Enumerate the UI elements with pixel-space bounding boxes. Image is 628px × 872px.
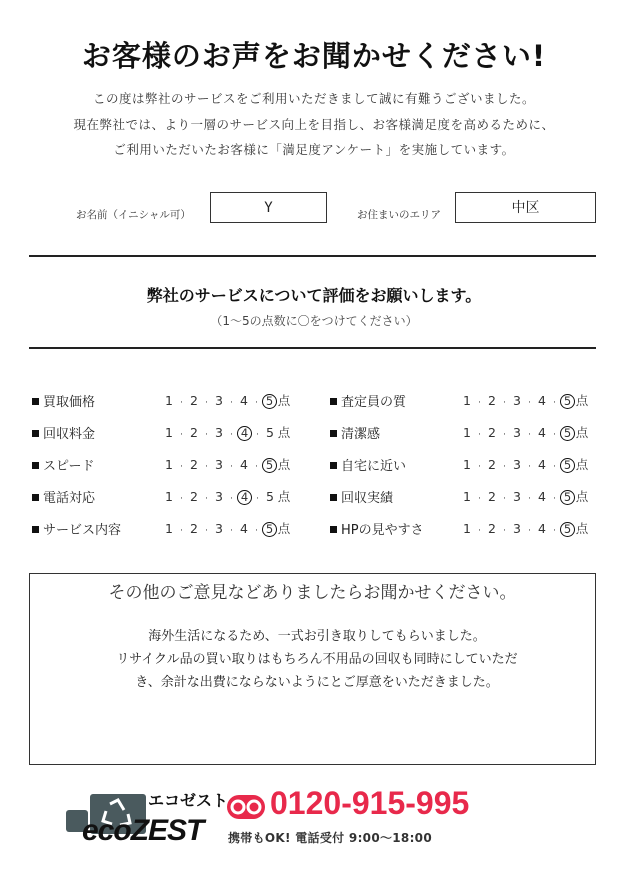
rating-separator: · [230,526,233,536]
rating-option-selected[interactable]: 5 [560,394,575,409]
rating-option[interactable]: 3 [215,457,223,472]
rating-option[interactable]: 3 [513,425,521,440]
rating-option[interactable]: 4 [240,393,248,408]
rating-option[interactable]: 5 [266,489,274,504]
rating-option[interactable]: 1 [463,521,471,536]
rating-separator: · [205,398,208,408]
rating-separator: · [180,526,183,536]
rating-option[interactable]: 3 [513,489,521,504]
intro-line-3: ご利用いただいたお客様に「満足度アンケート」を実施しています。 [113,142,515,157]
rating-separator: · [205,430,208,440]
rating-unit: 点 [277,425,291,440]
rating-option[interactable]: 2 [488,425,496,440]
rating-option[interactable]: 3 [215,425,223,440]
rating-option[interactable]: 2 [190,457,198,472]
rating-separator: · [230,494,233,504]
rating-option-selected[interactable]: 5 [560,426,575,441]
free-dial-icon [227,795,265,819]
rating-option[interactable]: 4 [538,457,546,472]
rating-label-right-2 [330,455,406,474]
bullet-square-icon [32,494,39,501]
rating-separator: · [528,398,531,408]
rating-unit: 点 [277,489,291,504]
rating-scale [163,487,292,505]
rating-item-label: 電話対応 [43,491,96,506]
rating-separator: · [503,526,506,536]
rating-unit: 点 [277,521,291,536]
bullet-square-icon [330,398,337,405]
divider-bottom [29,347,596,349]
rating-item-label: 回収実績 [341,491,394,506]
rating-subheading: （1〜5の点数に〇をつけてください） [210,314,418,328]
rating-label-right-4 [330,519,424,538]
intro-line-1: この度は弊社のサービスをご利用いただきまして誠に有難うございました。 [92,91,535,106]
rating-option-selected[interactable]: 5 [560,490,575,505]
rating-unit: 点 [575,393,589,408]
comment-line: リサイクル品の買い取りはもちろん不用品の回収も同時にしていただ [116,652,518,667]
rating-option[interactable]: 3 [513,521,521,536]
comment-line: き、余計な出費にならないようにとご厚意をいただきました。 [135,675,499,690]
rating-scale [461,423,590,441]
rating-option[interactable]: 1 [165,393,173,408]
rating-scale [461,487,590,505]
rating-heading: 弊社のサービスについて評価をお願いします。 [146,286,482,305]
rating-separator: · [478,494,481,504]
rating-separator: · [553,462,556,472]
rating-scale [461,519,590,537]
rating-option[interactable]: 4 [240,457,248,472]
rating-unit: 点 [575,521,589,536]
brand-kana: エコゼスト [148,791,229,810]
rating-option[interactable]: 2 [488,521,496,536]
intro-line-2: 現在弊社では、より一層のサービス向上を目指し、お客様満足度を高めるために、 [73,117,555,132]
rating-scale [461,455,590,473]
rating-option[interactable]: 3 [215,489,223,504]
rating-option[interactable]: 4 [538,393,546,408]
rating-unit: 点 [575,425,589,440]
rating-label-left-4 [32,519,121,538]
rating-separator: · [230,398,233,408]
rating-separator: · [205,494,208,504]
rating-separator: · [528,526,531,536]
rating-scale [163,391,292,409]
rating-option[interactable]: 2 [488,457,496,472]
rating-separator: · [255,398,258,408]
rating-separator: · [256,494,259,504]
rating-separator: · [255,526,258,536]
rating-item-label: 自宅に近い [341,459,407,474]
rating-option-selected[interactable]: 5 [262,522,277,537]
rating-option[interactable]: 2 [488,489,496,504]
rating-item-label: スピード [43,459,95,474]
rating-option-selected[interactable]: 5 [262,394,277,409]
comment-heading: その他のご意見などありましたらお聞かせください。 [108,583,517,603]
rating-separator: · [528,462,531,472]
rating-label-right-1 [330,423,380,442]
rating-unit: 点 [277,393,291,408]
rating-option[interactable]: 4 [538,521,546,536]
rating-option-selected[interactable]: 5 [262,458,277,473]
rating-option[interactable]: 1 [165,457,173,472]
comment-line: 海外生活になるため、一式お引き取りしてもらいました。 [148,629,486,644]
rating-separator: · [256,430,259,440]
rating-item-label: 買取価格 [43,395,96,410]
rating-scale [163,519,292,537]
rating-option-selected[interactable]: 5 [560,522,575,537]
rating-scale [461,391,590,409]
rating-separator: · [478,526,481,536]
rating-separator: · [503,398,506,408]
bullet-square-icon [330,462,337,469]
rating-label-left-2 [32,455,94,474]
rating-item-label: 清潔感 [341,427,381,442]
area-label: お住まいのエリア [357,209,441,221]
rating-separator: · [180,494,183,504]
rating-separator: · [503,494,506,504]
rating-option-selected[interactable]: 4 [237,426,252,441]
name-field[interactable]: Y [210,192,327,223]
rating-option[interactable]: 4 [538,425,546,440]
rating-separator: · [230,430,233,440]
rating-unit: 点 [575,489,589,504]
rating-unit: 点 [277,457,291,472]
bullet-square-icon [330,430,337,437]
rating-unit: 点 [575,457,589,472]
rating-separator: · [230,462,233,472]
rating-separator: · [478,430,481,440]
rating-option[interactable]: 3 [215,393,223,408]
rating-scale [163,455,292,473]
rating-option[interactable]: 1 [165,425,173,440]
rating-option[interactable]: 1 [463,489,471,504]
rating-item-label: 査定員の質 [341,395,407,410]
rating-separator: · [180,430,183,440]
brand-logo-text: ecoZEST [82,814,204,847]
rating-separator: · [553,430,556,440]
rating-separator: · [205,526,208,536]
comment-text [62,625,572,694]
bullet-square-icon [32,430,39,437]
phone-hours: 携帯もOK! 電話受付 9:00〜18:00 [228,831,432,845]
rating-option[interactable]: 1 [165,489,173,504]
bullet-square-icon [32,462,39,469]
rating-separator: · [205,462,208,472]
rating-separator: · [180,462,183,472]
bullet-square-icon [330,494,337,501]
rating-separator: · [553,398,556,408]
rating-separator: · [503,430,506,440]
rating-option[interactable]: 1 [463,425,471,440]
rating-option[interactable]: 2 [190,489,198,504]
rating-separator: · [478,398,481,408]
rating-item-label: HPの見やすさ [341,523,424,538]
rating-label-left-1 [32,423,95,442]
phone-number[interactable]: 0120-915-995 [270,785,470,821]
rating-option[interactable]: 2 [488,393,496,408]
rating-option[interactable]: 1 [165,521,173,536]
rating-label-right-3 [330,487,393,506]
rating-option[interactable]: 4 [538,489,546,504]
name-label: お名前（イニシャル可） [76,209,191,221]
rating-option[interactable]: 1 [463,457,471,472]
rating-label-left-0 [32,391,95,410]
rating-option[interactable]: 3 [215,521,223,536]
rating-item-label: 回収料金 [43,427,96,442]
rating-separator: · [528,494,531,504]
rating-option[interactable]: 3 [513,457,521,472]
rating-label-left-3 [32,487,95,506]
rating-item-label: サービス内容 [43,523,122,538]
bullet-square-icon [32,398,39,405]
rating-separator: · [255,462,258,472]
page-title: お客様のお声をお聞かせください! [81,39,547,73]
rating-option-selected[interactable]: 5 [560,458,575,473]
rating-option[interactable]: 5 [266,425,274,440]
rating-option[interactable]: 4 [240,521,248,536]
rating-separator: · [553,526,556,536]
rating-option[interactable]: 1 [463,393,471,408]
rating-option[interactable]: 2 [190,393,198,408]
rating-option[interactable]: 2 [190,425,198,440]
bullet-square-icon [32,526,39,533]
divider-top [29,255,596,257]
area-field[interactable]: 中区 [455,192,596,223]
rating-option[interactable]: 2 [190,521,198,536]
rating-separator: · [180,398,183,408]
rating-option[interactable]: 3 [513,393,521,408]
rating-scale [163,423,292,441]
rating-label-right-0 [330,391,406,410]
rating-separator: · [478,462,481,472]
rating-separator: · [503,462,506,472]
rating-option-selected[interactable]: 4 [237,490,252,505]
rating-separator: · [528,430,531,440]
bullet-square-icon [330,526,337,533]
rating-separator: · [553,494,556,504]
